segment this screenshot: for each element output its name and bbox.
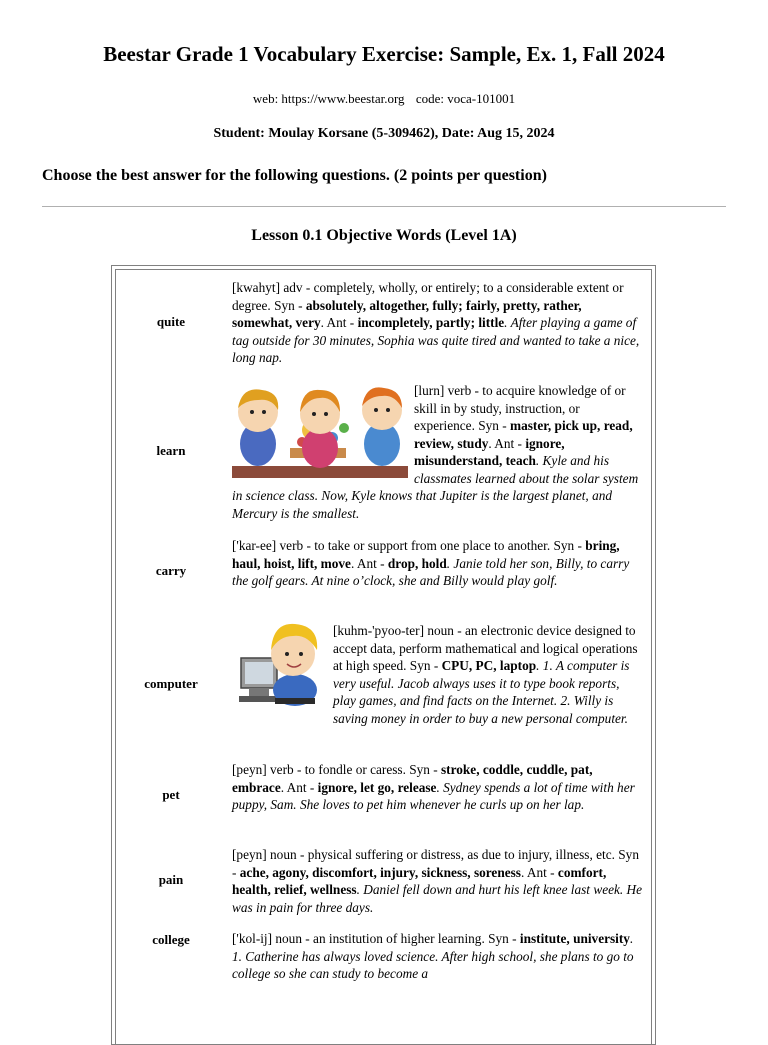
definition-computer: [kuhm-'pyoo-ter] noun - an electronic device designed to accept data, perform mathematical and logical operations at high speed. Syn - CPU, PC, laptop. 1. A computer is very useful. Jacob always uses it to type book reports, play games, and find facts on the Internet. 2. Willy is saving money in order to buy a new personal computer. [333,623,638,726]
definition-pet: [peyn] verb - to fondle or caress. Syn - stroke, coddle, cuddle, pat, embrace. Ant - ignore, let go, release. Sydney spends a lot of time with her puppy, Sam. She loves to pet him whenever he curls up on her lap. [232,762,635,812]
word-college: college [152,932,190,947]
word-computer: computer [144,676,198,691]
word-pain: pain [158,872,184,887]
web-url: web: https://www.beestar.org [252,91,405,106]
lesson-title: Lesson 0.1 Objective Words (Level 1A) [251,227,517,244]
definition-learn: [lurn] verb - to acquire knowledge of or skill in by study, instruction, or experience. Syn - master, pick up, read, review, study. Ant - ignore, misunderstand, teach. Kyle and his classmates learned about the solar system in science class. Now, Kyle knows that Jupiter is the largest planet, and Mercury is the smallest. [232,383,639,521]
divider [42,206,726,207]
student-info: Student: Moulay Korsane (5-309462), Date: Aug 15, 2024 [213,126,555,141]
word-learn: learn [156,443,186,458]
page-title: Beestar Grade 1 Vocabulary Exercise: Sample, Ex. 1, Fall 2024 [103,42,665,66]
definition-college: ['kol-ij] noun - an institution of higher learning. Syn - institute, university. 1. Catherine has always loved science. After high school, she plans to go to college so she can study to become a [232,931,634,981]
exercise-code: code: voca-101001 [415,91,516,106]
web-line [0,91,768,107]
definition-carry: ['kar-ee] verb - to take or support from one place to another. Syn - bring, haul, hoist, lift, move. Ant - drop, hold. Janie told her son, Billy, to carry the golf gears. At nine o’clock, she and Billy would play golf. [232,538,630,588]
word-pet: pet [162,787,180,802]
definition-pain: [peyn] noun - physical suffering or distress, as due to injury, illness, etc. Syn - ache, agony, discomfort, injury, sickness, soreness. Ant - comfort, health, relief, wellness. Daniel fell down and hurt his left knee last week. He was in pain for three days. [232,847,643,915]
word-carry: carry [155,563,187,578]
instructions: Choose the best answer for the following questions. (2 points per question) [42,167,547,184]
definition-quite: [kwahyt] adv - completely, wholly, or entirely; to a considerable extent or degree. Syn - absolutely, altogether, fully; fairly, pretty, rather, somewhat, very. Ant - incompletely, partly; little. After playing a game of tag outside for 30 minutes, Sophia was quite tired and wanted to take a nice, long nap. [232,280,640,365]
word-quite: quite [156,314,186,329]
